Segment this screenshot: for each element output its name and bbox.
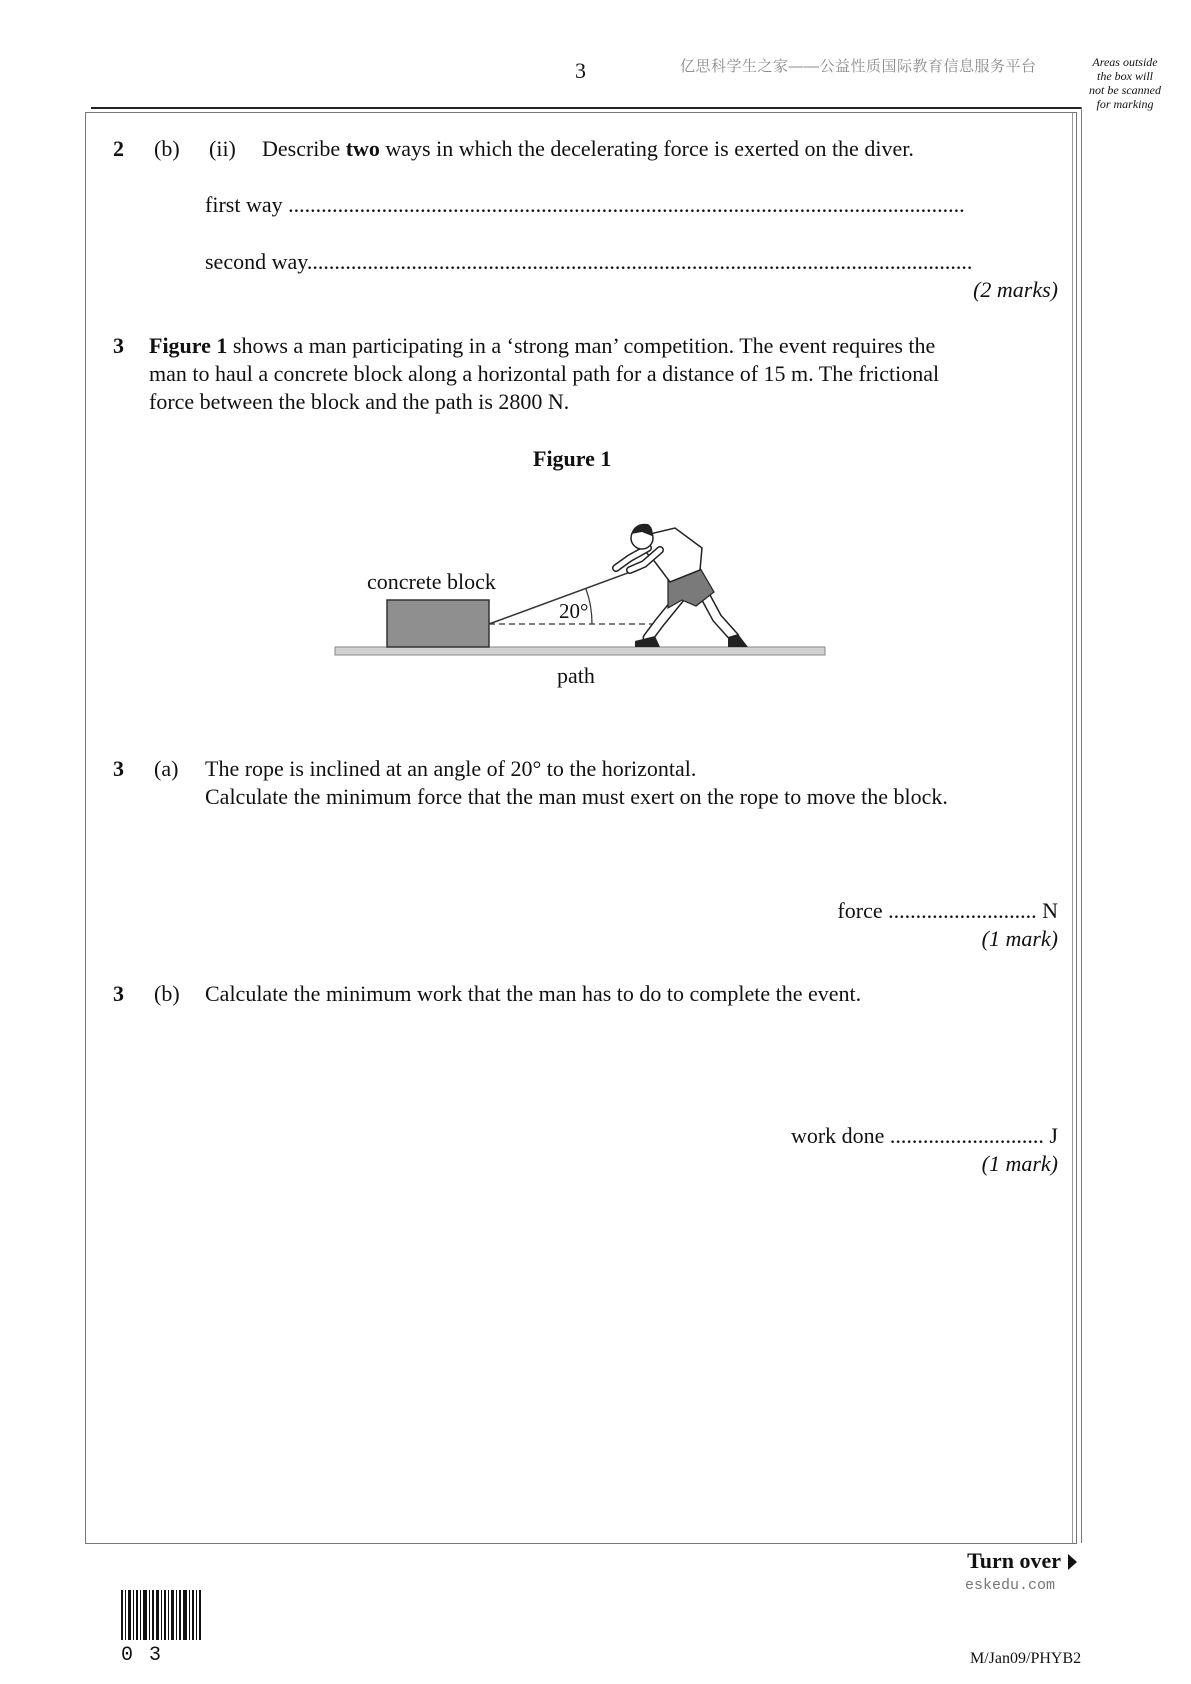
answer-line-second-way[interactable]: second way......................................................................................................................... bbox=[205, 249, 973, 274]
page-number: 3 bbox=[575, 58, 586, 83]
question-text: The rope is inclined at an angle of 20° to the horizontal. bbox=[205, 756, 697, 781]
answer-field-work-done[interactable]: work done ............................ J bbox=[790, 1123, 1058, 1148]
answer-field-force[interactable]: force ........................... N bbox=[837, 898, 1058, 923]
margin-note bbox=[1075, 55, 1175, 111]
margin-note-line: the box will bbox=[1097, 69, 1153, 83]
question-text: Calculate the minimum force that the man must exert on the rope to move the block. bbox=[205, 784, 948, 809]
barcode-icon bbox=[121, 1590, 201, 1640]
question-part: (a) bbox=[154, 756, 179, 781]
figure-title: Figure 1 bbox=[533, 446, 612, 471]
figure-reference: Figure 1 bbox=[149, 333, 228, 358]
question-text-part: ways in which the decelerating force is exerted on the diver. bbox=[379, 136, 914, 161]
question-intro-line: force between the block and the path is 2800 N. bbox=[149, 389, 570, 414]
right-margin-rule bbox=[1081, 107, 1082, 1543]
marks-label: (2 marks) bbox=[973, 277, 1058, 302]
question-number: 3 bbox=[113, 333, 124, 358]
paper-code: M/Jan09/PHYB2 bbox=[970, 1650, 1082, 1667]
turn-over-arrow-icon bbox=[1068, 1554, 1077, 1570]
question-number: 3 bbox=[113, 756, 124, 781]
concrete-block-label: concrete block bbox=[367, 569, 496, 594]
question-text-part: Describe bbox=[262, 136, 346, 161]
angle-label: 20° bbox=[559, 599, 589, 623]
question-intro-line bbox=[149, 332, 935, 360]
question-number: 2 bbox=[113, 136, 124, 161]
barcode-number: 0 3 bbox=[121, 1644, 164, 1667]
path-ground bbox=[335, 647, 825, 655]
question-intro-text: shows a man participating in a ‘strong man’ competition. The event requires the bbox=[227, 333, 936, 358]
question-subpart: (ii) bbox=[209, 136, 236, 161]
turn-over-label: Turn over bbox=[967, 1548, 1061, 1573]
watermark-text: 亿思科学生之家——公益性质国际教育信息服务平台 bbox=[680, 58, 1037, 75]
question-intro-line: man to haul a concrete block along a horizontal path for a distance of 15 m. The frictional bbox=[149, 361, 940, 386]
question-number: 3 bbox=[113, 981, 124, 1006]
question-text-emphasis: two bbox=[345, 136, 380, 161]
question-part: (b) bbox=[154, 136, 180, 161]
margin-note-line: Areas outside bbox=[1092, 55, 1158, 69]
answer-line-first-way[interactable]: first way ........................................................................................................................... bbox=[205, 192, 965, 217]
man-figure bbox=[616, 524, 748, 647]
margin-note-line: not be scanned bbox=[1089, 83, 1161, 97]
site-watermark: eskedu.com bbox=[965, 1577, 1056, 1594]
top-rule bbox=[91, 107, 1081, 109]
marks-label: (1 mark) bbox=[981, 1151, 1058, 1176]
answer-box-frame bbox=[85, 112, 1077, 1544]
marks-label: (1 mark) bbox=[981, 926, 1058, 951]
question-part: (b) bbox=[154, 981, 180, 1006]
question-text bbox=[262, 135, 914, 163]
path-label: path bbox=[557, 663, 595, 688]
concrete-block bbox=[387, 600, 489, 647]
margin-note-line: for marking bbox=[1096, 97, 1154, 111]
question-text: Calculate the minimum work that the man has to do to complete the event. bbox=[205, 981, 862, 1006]
